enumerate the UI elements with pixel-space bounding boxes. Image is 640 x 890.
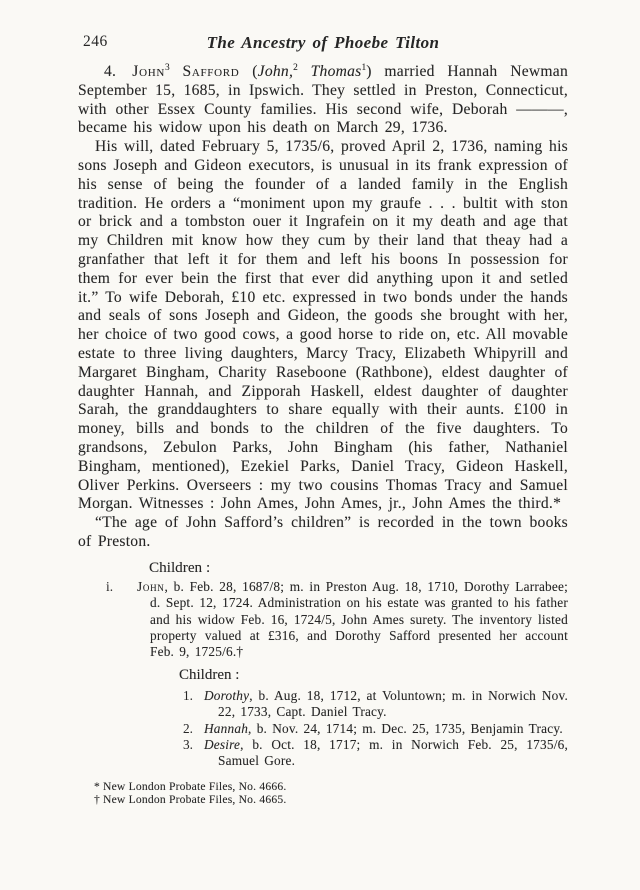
grandchild-entry (183, 721, 568, 737)
text-block (78, 33, 568, 806)
children-heading: Children : (149, 558, 211, 576)
entry-body (78, 63, 568, 552)
footnote-dagger-marker: † (94, 792, 100, 806)
footnote (94, 780, 568, 793)
child-entry (106, 579, 568, 661)
footnote-text: New London Probate Files, No. 4665. (103, 792, 287, 806)
grandchild-entry-text: Desire, b. Oct. 18, 1717; m. in Norwich Feb. 25, 1735/6, Samuel Gore. (204, 736, 568, 769)
grandchild-number: 2. (183, 720, 193, 736)
grandchildren-heading: Children : (179, 666, 240, 683)
footnote-text: New London Probate Files, No. 4666. (103, 779, 287, 793)
grandchild-entry-text: Hannah, b. Nov. 24, 1714; m. Dec. 25, 1735, Benjamin Tracy. (204, 720, 563, 736)
grandchild-entry (183, 737, 568, 770)
footnote (94, 793, 568, 806)
page-number: 246 (83, 33, 108, 50)
entry-paragraph-3: “The age of John Safford’s children” is recorded in the town books of Preston. (78, 514, 568, 550)
running-head (78, 33, 568, 55)
grandchild-entry-text: Dorothy, b. Aug. 18, 1712, at Voluntown; m. in Norwich Nov. 22, 1733, Capt. Daniel Tracy. (204, 687, 568, 720)
footnotes (94, 780, 568, 806)
entry-paragraph-2: His will, dated February 5, 1735/6, proved April 2, 1736, naming his sons Joseph and Gideon executors, is unusual in its frank expression of his sense of being the founder of a landed family in the English tradition. He orders a “moniment upon my graufe . . . bultit with ston or brick and a tombston ouer it Ingrafein on it my death and age that my Children mit know how they cum by their land that theay had a granfather that left it for them and left his boons In possession for them for ever bein the first that ever did anything upon it and setled it.” To wife Deborah, £10 etc. expressed in two bonds under the hands and seals of sons Joseph and Gideon, the goods she brought with her, her choice of two good cows, a good horse to ride on, etc. All movable estate to three living daughters, Marcy Tracy, Elizabeth Whipyrill and Margaret Bingham, Charity Raseboone (Rathbone), eldest daughter of daughter Hannah, and Zipporah Haskell, eldest daughter of daughter Sarah, the granddaughters to share equally with their aunts. £100 in money, bills and bonds to the children of the five daughters. To grandsons, Zebulon Parks, John Bingham (his father, Nathaniel Bingham, mentioned), Ezekiel Parks, Daniel Tracy, Gideon Haskell, Oliver Perkins. Overseers : my two cousins Thomas Tracy and Samuel Morgan. Witnesses : John Ames, John Ames, jr., John Ames the third.* (78, 138, 568, 513)
grandchild-number: 3. (183, 736, 193, 752)
page-title: The Ancestry of Phoebe Tilton (206, 33, 440, 52)
footnote-asterisk-marker: * (94, 779, 100, 793)
child-entry-text: John, b. Feb. 28, 1687/8; m. in Preston Aug. 18, 1710, Dorothy Larrabee; d. Sept. 12, 1724. Administration on his estate was granted to his father and his widow Feb. 16, 1724/5, John Ames surety. The inventory listed property valued at £316, and Dorothy Safford presented her account Feb. 9, 1725/6.† (137, 578, 568, 660)
child-roman-numeral: i. (106, 578, 114, 594)
grandchild-entry (183, 688, 568, 721)
grandchild-number: 1. (183, 687, 193, 703)
entry-paragraph-1: 4. John$^3$ Safford (John,$^2$ Thomas$^1$) married Hannah Newman September 15, 1685, in Ipswich. They settled in Preston, Connecticut, with other Essex County families. His second wife, Deborah ———, became his widow upon his death on March 29, 1736. (78, 62, 568, 137)
